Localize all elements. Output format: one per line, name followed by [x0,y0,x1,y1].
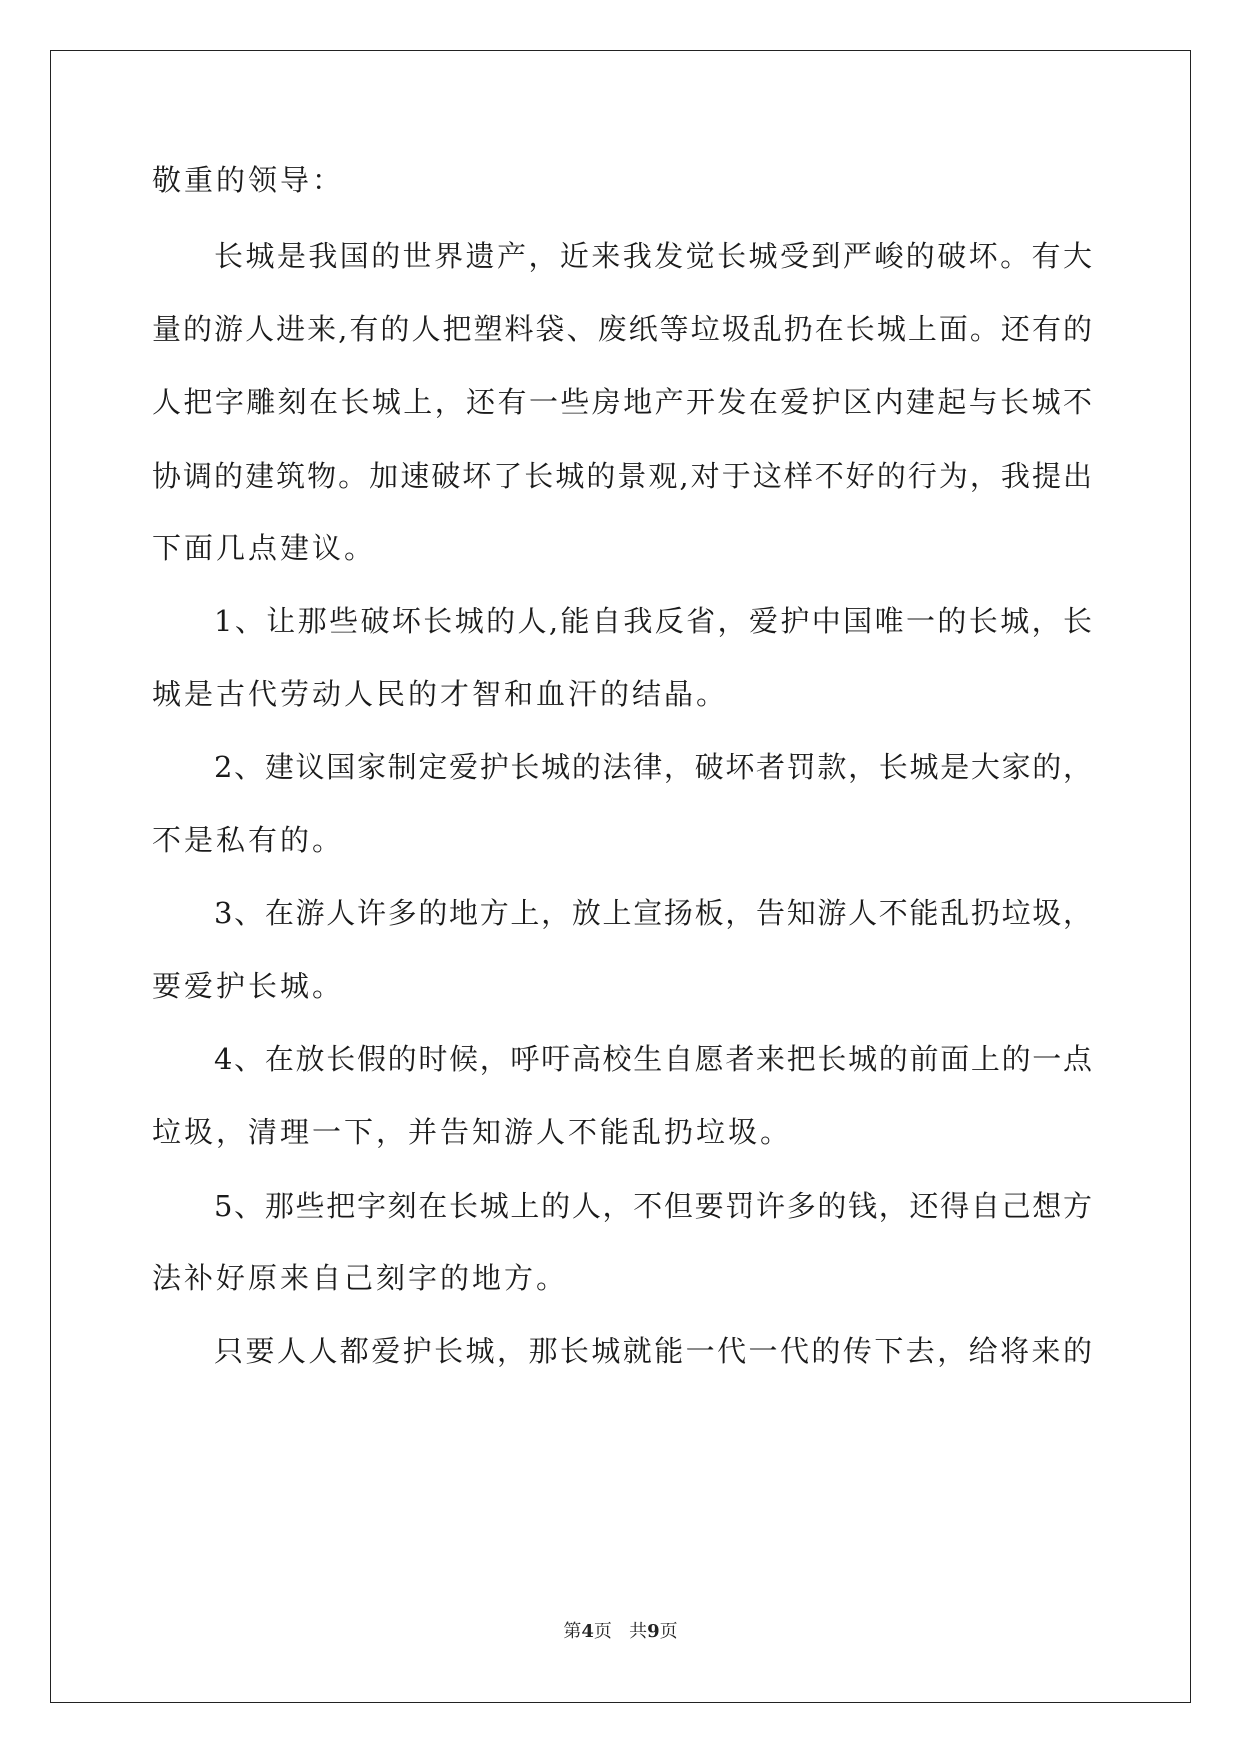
page-suffix: 页 [659,1621,678,1642]
page-border [50,50,1191,1703]
list-item-4-line: 4、在放长假的时候，呼吁高校生自愿者来把长城的前面上的一点 [214,1042,1092,1076]
list-item-5-line: 5、那些把字刻在长城上的人，不但要罚许多的钱，还得自己想方 [214,1189,1092,1223]
current-page-number: 4 [581,1621,594,1642]
list-item-1-line: 城是古代劳动人民的才智和血汗的结晶。 [152,677,729,711]
list-item-2-line: 不是私有的。 [152,823,345,857]
text-line: 下面几点建议。 [152,531,377,565]
text-line: 协调的建筑物。加速破坏了长城的景观,对于这样不好的行为，我提出 [152,459,1092,493]
text-line: 人把字雕刻在长城上，还有一些房地产开发在爱护区内建起与长城不 [152,385,1092,419]
salutation-line: 敬重的领导： [152,163,345,197]
list-item-3-line: 要爱护长城。 [152,969,345,1003]
text-line: 量的游人进来,有的人把塑料袋、废纸等垃圾乱扔在长城上面。还有的 [152,312,1092,346]
total-page-number: 9 [647,1621,660,1642]
text-line: 长城是我国的世界遗产，近来我发觉长城受到严峻的破坏。有大 [214,239,1092,273]
page-mid: 页 共 [593,1621,648,1642]
list-item-2-line: 2、建议国家制定爱护长城的法律，破坏者罚款，长城是大家的， [214,750,1092,784]
closing-line: 只要人人都爱护长城，那长城就能一代一代的传下去，给将来的 [214,1334,1092,1368]
page-prefix: 第 [563,1621,582,1642]
page-footer [0,1620,1241,1644]
list-item-5-line: 法补好原来自己刻字的地方。 [152,1261,569,1295]
list-item-4-line: 垃圾，清理一下，并告知游人不能乱扔垃圾。 [152,1115,793,1149]
list-item-1-line: 1、让那些破坏长城的人,能自我反省，爱护中国唯一的长城，长 [214,604,1092,638]
list-item-3-line: 3、在游人许多的地方上，放上宣扬板，告知游人不能乱扔垃圾， [214,896,1092,930]
